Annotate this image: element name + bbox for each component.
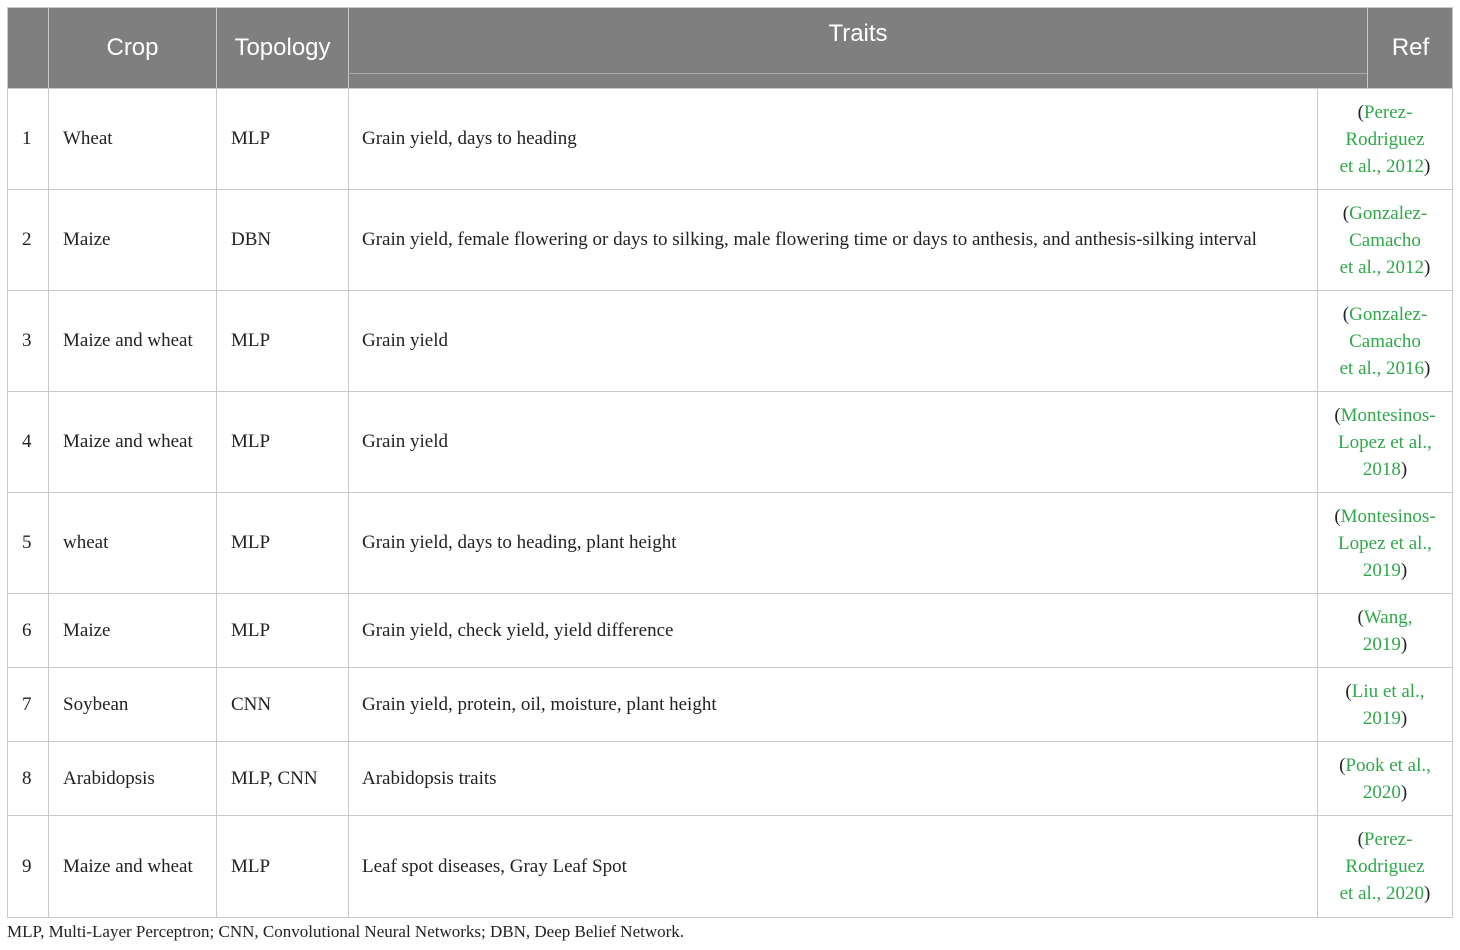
reference-citation	[1340, 99, 1431, 180]
reference-citation	[1358, 604, 1413, 658]
citation-open-paren: (	[1334, 404, 1341, 426]
citation-close-paren: )	[1400, 458, 1408, 480]
citation-link[interactable]: Perez-	[1363, 829, 1413, 850]
topology-cell: MLP	[231, 128, 271, 149]
header-cell-traits: Traits	[828, 20, 888, 47]
reference-citation	[1334, 503, 1435, 584]
citation-link[interactable]: Perez-	[1363, 101, 1413, 123]
reference-cell	[1318, 291, 1452, 391]
reference-cell	[1318, 89, 1452, 189]
citation-close-paren: )	[1424, 155, 1431, 177]
row-number-cell: 1	[22, 128, 32, 149]
traits-cell: Leaf spot diseases, Gray Leaf Spot	[362, 855, 627, 877]
citation-link[interactable]: Montesinos-	[1340, 404, 1436, 426]
reference-cell	[1318, 594, 1452, 667]
citation-link[interactable]: Gonzalez-	[1349, 303, 1428, 325]
reference-citation	[1334, 402, 1435, 483]
traits-cell: Grain yield	[362, 330, 449, 351]
citation-link[interactable]: Liu et al.,	[1351, 680, 1425, 702]
topology-cell: CNN	[231, 693, 272, 715]
crop-cell: Maize	[63, 619, 111, 641]
reference-cell	[1318, 742, 1452, 815]
traits-cell: Grain yield, days to heading, plant height	[362, 532, 677, 553]
reference-cell	[1318, 668, 1452, 741]
reference-cell	[1318, 493, 1452, 593]
row-number-cell: 2	[22, 229, 32, 250]
row-number-cell: 3	[22, 330, 32, 351]
topology-cell: MLP	[231, 532, 271, 553]
citation-link[interactable]: 2019	[1362, 633, 1401, 655]
citation-open-paren: (	[1342, 202, 1350, 224]
citation-link[interactable]: 2019	[1362, 559, 1401, 581]
crop-cell: Maize and wheat	[63, 330, 193, 351]
reference-cell	[1318, 190, 1452, 290]
topology-cell: DBN	[231, 229, 272, 250]
table-footnote: MLP, Multi-Layer Perceptron; CNN, Convolutional Neural Networks; DBN, Deep Belief Network.	[7, 922, 685, 941]
traits-cell: Grain yield, protein, oil, moisture, plant height	[362, 693, 717, 715]
crop-cell: Maize and wheat	[63, 855, 193, 877]
citation-close-paren: )	[1400, 633, 1408, 655]
header-cell-ref: Ref	[1391, 34, 1430, 61]
table-row	[8, 190, 1452, 291]
reference-citation	[1339, 752, 1431, 806]
row-number-cell: 7	[22, 693, 32, 715]
citation-close-paren: )	[1424, 357, 1431, 379]
citation-open-paren: (	[1357, 101, 1364, 123]
table-row	[8, 392, 1452, 493]
citation-close-paren: )	[1400, 559, 1408, 581]
header-cell-crop: Crop	[106, 34, 159, 61]
traits-cell: Grain yield, days to heading	[362, 128, 577, 149]
traits-cell: Arabidopsis traits	[362, 767, 497, 789]
crop-cell: wheat	[63, 532, 109, 553]
row-number-cell: 9	[22, 855, 32, 877]
topology-cell: MLP	[231, 431, 271, 452]
row-number-cell: 6	[22, 619, 32, 641]
citation-link[interactable]: et al., 2016	[1339, 357, 1425, 379]
citation-open-paren: (	[1345, 680, 1352, 702]
data-table	[7, 7, 1453, 918]
citation-close-paren: )	[1424, 256, 1431, 278]
crop-cell: Wheat	[63, 128, 113, 149]
table-row	[8, 668, 1452, 742]
table-row	[8, 816, 1452, 917]
topology-cell: MLP	[231, 855, 271, 877]
citation-link[interactable]: et al., 2012	[1339, 256, 1425, 278]
citation-link[interactable]: Lopez et al.,	[1338, 431, 1432, 453]
topology-cell: MLP	[231, 619, 271, 641]
header-cell-number	[8, 8, 48, 88]
traits-cell: Grain yield	[362, 431, 449, 452]
citation-link[interactable]: 2020	[1362, 781, 1401, 803]
citation-open-paren: (	[1334, 505, 1341, 527]
citation-close-paren: )	[1400, 781, 1408, 803]
reference-cell	[1318, 816, 1452, 917]
citation-link[interactable]: Rodriguez	[1345, 128, 1425, 150]
table-row	[8, 594, 1452, 668]
citation-open-paren: (	[1339, 754, 1346, 776]
crop-cell: Maize and wheat	[63, 431, 193, 452]
reference-citation	[1340, 826, 1431, 907]
citation-open-paren: (	[1357, 829, 1364, 850]
traits-cell: Grain yield, female flowering or days to silking, male flowering time or days to anthesis, and anthesis-silking interval	[362, 229, 1257, 250]
citation-open-paren: (	[1342, 303, 1350, 325]
citation-link[interactable]: Camacho	[1349, 330, 1421, 352]
row-number-cell: 8	[22, 767, 32, 789]
reference-cell	[1318, 392, 1452, 492]
citation-link[interactable]: Gonzalez-	[1349, 202, 1428, 224]
header-traits-underline	[348, 73, 1368, 74]
table-body	[8, 89, 1452, 917]
citation-close-paren: )	[1424, 883, 1431, 904]
citation-link[interactable]: Camacho	[1349, 229, 1421, 251]
table-row	[8, 291, 1452, 392]
reference-citation	[1345, 678, 1424, 732]
reference-citation	[1340, 301, 1431, 382]
reference-citation	[1340, 200, 1431, 281]
table-row	[8, 742, 1452, 816]
traits-cell: Grain yield, check yield, yield difference	[362, 619, 674, 641]
topology-cell: MLP, CNN	[231, 767, 318, 789]
citation-link[interactable]: Montesinos-	[1340, 505, 1436, 527]
row-number-cell: 4	[22, 431, 32, 452]
table-row	[8, 493, 1452, 594]
table-row	[8, 89, 1452, 190]
citation-link[interactable]: Rodriguez	[1345, 856, 1425, 877]
table-header	[8, 8, 1452, 89]
topology-cell: MLP	[231, 330, 271, 351]
citation-open-paren: (	[1357, 606, 1364, 628]
crop-cell: Arabidopsis	[63, 767, 155, 789]
citation-link[interactable]: Wang,	[1363, 606, 1413, 628]
citation-link[interactable]: 2018	[1362, 458, 1401, 480]
citation-link[interactable]: Pook et al.,	[1345, 754, 1431, 776]
header-cell-topology: Topology	[234, 34, 331, 61]
crop-cell: Soybean	[63, 693, 129, 715]
citation-link[interactable]: et al., 2012	[1339, 155, 1425, 177]
citation-link[interactable]: Lopez et al.,	[1338, 532, 1432, 554]
row-number-cell: 5	[22, 532, 32, 553]
crop-cell: Maize	[63, 229, 111, 250]
citation-link[interactable]: et al., 2020	[1339, 883, 1425, 904]
citation-close-paren: )	[1400, 707, 1408, 729]
citation-link[interactable]: 2019	[1362, 707, 1401, 729]
